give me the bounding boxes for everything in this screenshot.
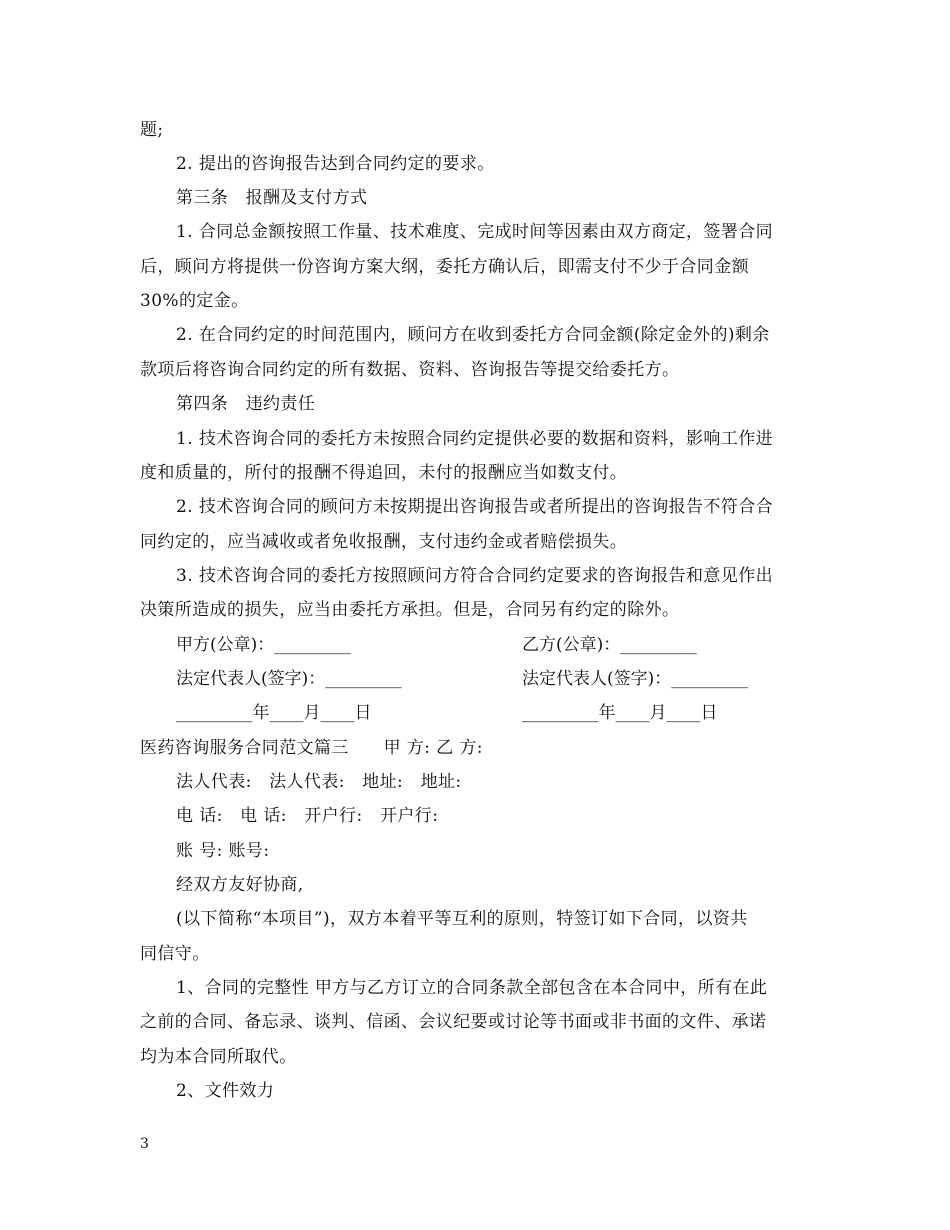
paragraph-line: 度和质量的，所付的报酬不得追回，未付的报酬应当如数支付。: [140, 463, 628, 483]
paragraph-line: 2. 技术咨询合同的顾问方未按期提出咨询报告或者所提出的咨询报告不符合合: [176, 497, 774, 517]
paragraph-line: 款项后将咨询合同约定的所有数据、资料、咨询报告等提交给委托方。: [140, 360, 680, 380]
paragraph-line: (以下简称“本项目”)，双方本着平等互利的原则，特签订如下合同，以资共: [176, 909, 748, 929]
page-number: 3: [140, 1136, 149, 1152]
paragraph-line: 题;: [140, 120, 164, 140]
paragraph-line: 3. 技术咨询合同的委托方按照顾问方符合合同约定要求的咨询报告和意见作出: [176, 566, 774, 586]
paragraph-line: 1、合同的完整性 甲方与乙方订立的合同条款全部包含在本合同中，所有在此: [176, 978, 768, 998]
section-heading: 2、文件效力: [176, 1081, 275, 1101]
paragraph-line: 2. 提出的咨询报告达到合同约定的要求。: [176, 154, 495, 174]
section-heading: 第四条 违约责任: [176, 394, 316, 414]
paragraph-line: 同信守。: [140, 944, 210, 964]
party-b-date-line: _________年____月____日: [522, 703, 718, 723]
paragraph-line: 均为本合同所取代。: [140, 1047, 297, 1067]
paragraph-line: 决策所造成的损失，应当由委托方承担。但是，合同另有约定的除外。: [140, 600, 680, 620]
paragraph-line: 账 号: 账号:: [176, 841, 270, 861]
paragraph-line: 之前的合同、备忘录、谈判、信函、会议纪要或讨论等书面或非书面的文件、承诺: [140, 1012, 767, 1032]
section-heading: 第三条 报酬及支付方式: [176, 188, 368, 208]
section-title: 医药咨询服务合同范文篇三 甲 方: 乙 方:: [140, 738, 483, 758]
paragraph-line: 后，顾问方将提供一份咨询方案大纲，委托方确认后，即需支付不少于合同金额: [140, 257, 749, 277]
paragraph-line: 1. 技术咨询合同的委托方未按照合同约定提供必要的数据和资料，影响工作进: [176, 429, 774, 449]
party-b-representative-line: 法定代表人(签字)：_________: [522, 669, 748, 689]
paragraph-line: 1. 合同总金额按照工作量、技术难度、完成时间等因素由双方商定，签署合同: [176, 222, 774, 242]
party-b-seal-line: 乙方(公章)：_________: [522, 635, 697, 655]
paragraph-line: 电 话: 电 话: 开户行: 开户行:: [176, 806, 439, 826]
party-a-date-line: _________年____月____日: [176, 703, 372, 723]
paragraph-line: 同约定的，应当减收或者免收报酬，支付违约金或者赔偿损失。: [140, 532, 628, 552]
party-a-representative-line: 法定代表人(签字)：_________: [176, 669, 402, 689]
paragraph-line: 法人代表: 法人代表: 地址: 地址:: [176, 772, 462, 792]
party-a-seal-line: 甲方(公章)：_________: [176, 635, 351, 655]
paragraph-line: 经双方友好协商,: [176, 875, 304, 895]
paragraph-line: 30%的定金。: [140, 291, 249, 311]
paragraph-line: 2. 在合同约定的时间范围内，顾问方在收到委托方合同金额(除定金外的)剩余: [176, 325, 770, 345]
